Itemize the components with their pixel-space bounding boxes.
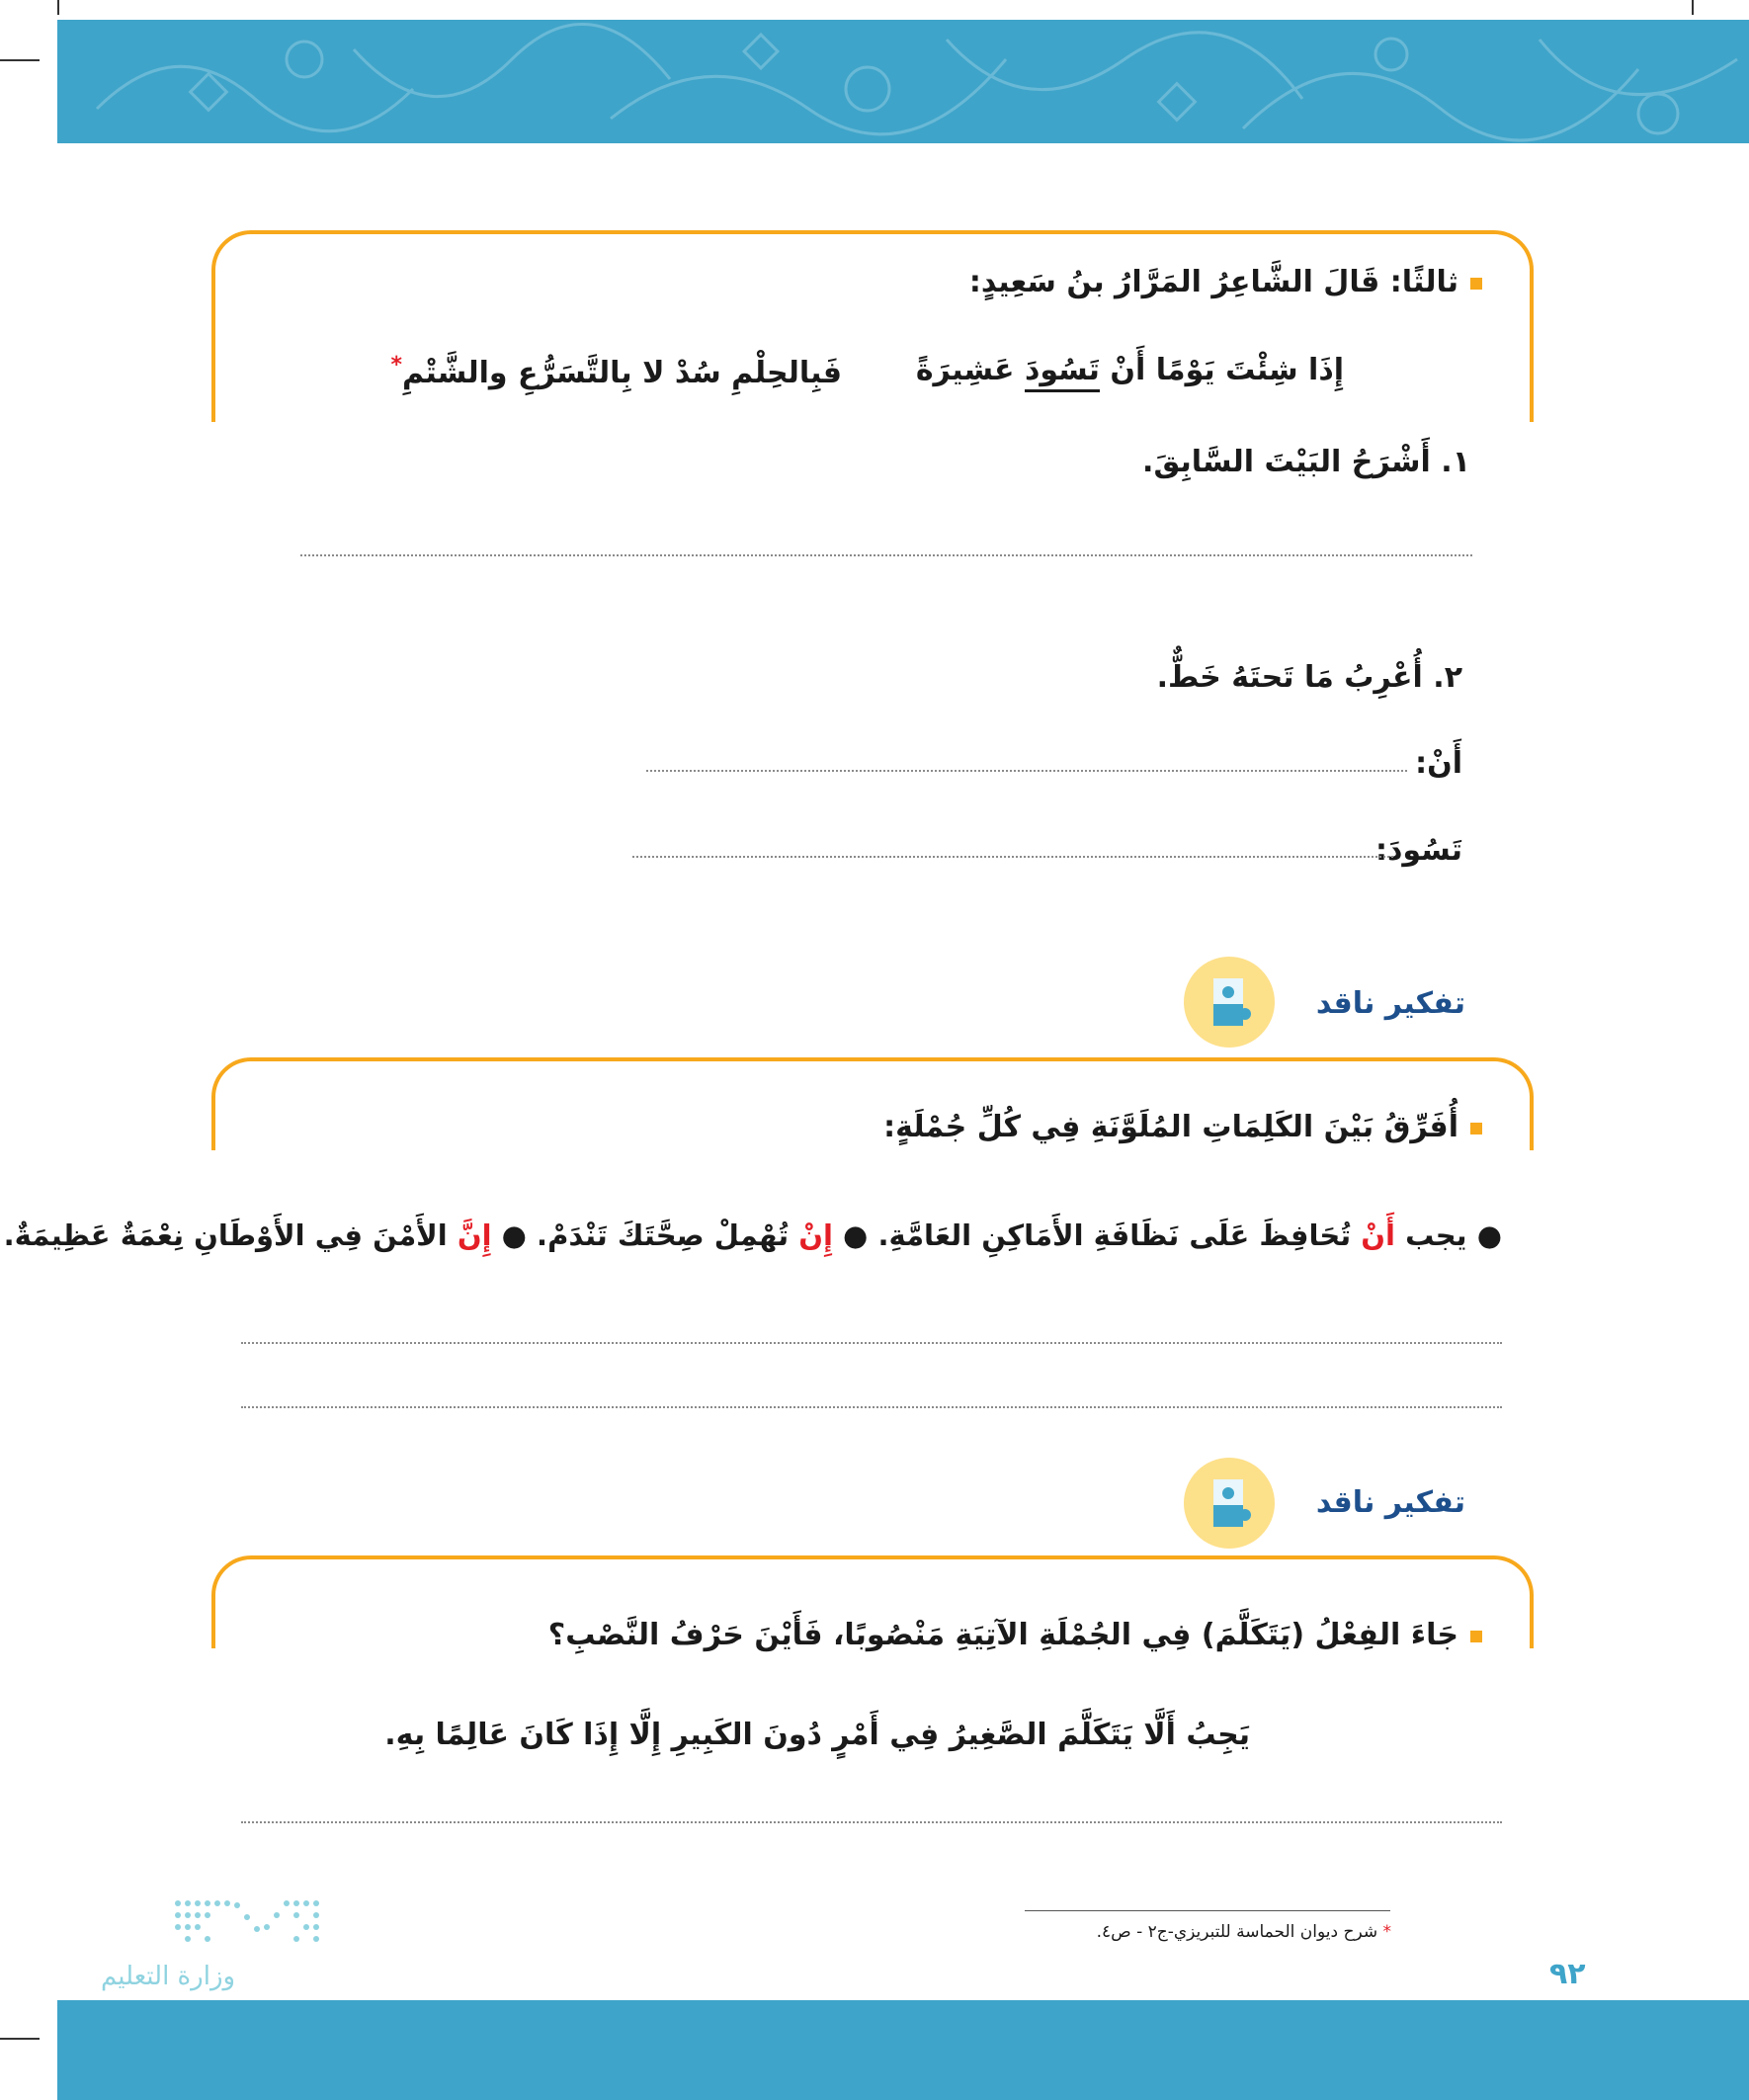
colored-word: أَنْ (1361, 1218, 1395, 1252)
bullet-square-icon (1470, 278, 1482, 290)
badge-circle (1184, 1458, 1275, 1549)
footnote-rule (1025, 1910, 1390, 1911)
exercise-card-3 (211, 230, 1534, 422)
crop-mark (0, 59, 40, 61)
crop-mark (57, 0, 59, 15)
ministry-name: وزارة التعليم (101, 1962, 236, 1991)
answer-line[interactable] (241, 1406, 1502, 1408)
bullet-square-icon (1470, 1631, 1482, 1642)
footer-band (57, 2000, 1749, 2100)
section3-heading: ثالثًا: قَالَ الشَّاعِرُ المَرَّارُ بنُ سَعِيدٍ: (969, 265, 1482, 299)
ministry-logo-icon (168, 1895, 326, 1943)
calligraphy-pattern (57, 20, 1749, 143)
page-number: ٩٢ (1549, 1957, 1586, 1991)
colored-word: إِنَّ (457, 1218, 492, 1252)
critical-thinking-label: تفكير ناقد (1315, 1485, 1465, 1520)
header-band (57, 20, 1749, 143)
answer-line[interactable] (241, 1342, 1502, 1344)
section4-heading: أُفَرِّقُ بَيْنَ الكَلِمَاتِ المُلَوَّنَةِ فِي كُلِّ جُمْلَةٍ: (883, 1110, 1482, 1144)
puzzle-icon (1184, 957, 1275, 1048)
ministry-logo (168, 1895, 326, 1943)
verse-right-hemistich: إِذَا شِئْتَ يَوْمًا أَنْ تَسُودَ عَشِيرَةً (916, 353, 1344, 387)
question-2: ٢. أُعْرِبُ مَا تَحتَهُ خَطٌّ. (1156, 660, 1462, 695)
label-tasud: تَسُودَ: (1375, 833, 1462, 868)
puzzle-icon (1184, 1458, 1275, 1549)
answer-line[interactable] (300, 554, 1472, 556)
answer-line[interactable] (241, 1821, 1502, 1823)
footnote: * شرح ديوان الحماسة للتبريزي-ج٢ - ص٤. (1096, 1922, 1391, 1942)
footnote-asterisk: * (390, 353, 403, 378)
crop-mark (0, 2038, 40, 2040)
bullet-square-icon (1470, 1123, 1482, 1134)
critical-thinking-label: تفكير ناقد (1315, 986, 1465, 1021)
badge-circle (1184, 957, 1275, 1048)
section5-heading: جَاءَ الفِعْلُ (يَتَكَلَّمَ) فِي الجُمْلَةِ الآتِيَةِ مَنْصُوبًا، فَأَيْنَ حَرْفُ النَّصْبِ؟ (548, 1618, 1482, 1652)
underlined-word: تَسُودَ (1025, 353, 1100, 392)
question-1: ١. أَشْرَحُ البَيْتَ السَّابِقَ. (1142, 445, 1470, 479)
colored-sentences: ● يجب أَنْ تُحَافِظَ عَلَى نَظَافَةِ الأَمَاكِنِ العَامَّةِ. ● إِنْ تُهْمِلْ صِحَّتَكَ تَنْدَمْ. ● إِنَّ الأَمْنَ فِي الأَوْطَانِ نِعْمَةٌ عَظِيمَةٌ. (3, 1218, 1502, 1252)
verse-left-hemistich: فَبِالحِلْمِ سُدْ لا بِالتَّسَرُّعِ والشَّتْمِ* (390, 353, 842, 390)
answer-line-tasud[interactable] (632, 856, 1393, 858)
example-sentence: يَجِبُ أَلَّا يَتَكَلَّمَ الصَّغِيرُ فِي أَمْرٍ دُونَ الكَبِيرِ إِلَّا إِذَا كَانَ عَالِمًا بِهِ. (384, 1718, 1250, 1752)
colored-word: إِنْ (798, 1218, 833, 1252)
answer-line-an[interactable] (646, 770, 1407, 772)
label-an: أَنْ: (1415, 746, 1462, 781)
crop-mark (1692, 0, 1694, 15)
